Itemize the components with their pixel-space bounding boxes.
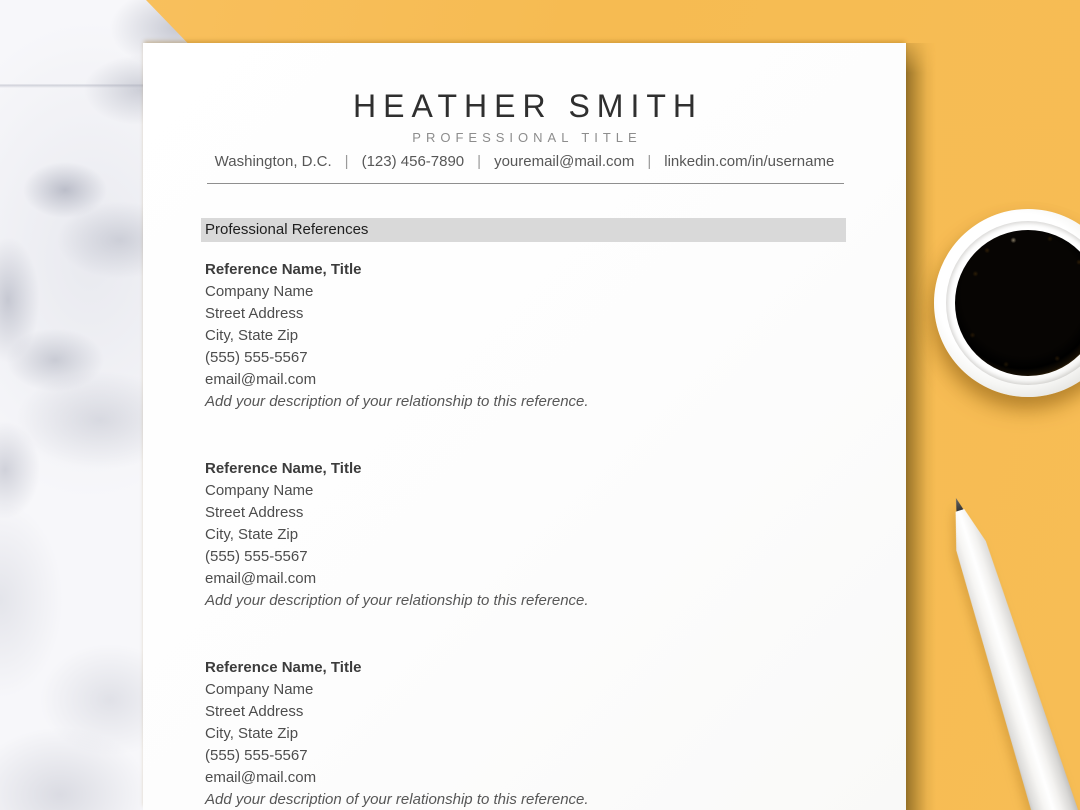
contact-phone: (123) 456-7890 [361, 153, 465, 170]
reference-email: email@mail.com [205, 570, 317, 587]
reference-description: Add your description of your relationship to this reference. [205, 592, 589, 609]
reference-name: Reference Name, Title [205, 460, 362, 477]
reference-city-state-zip: City, State Zip [205, 327, 299, 344]
reference-phone: (555) 555-5567 [205, 747, 308, 764]
reference-phone: (555) 555-5567 [205, 548, 308, 565]
resume-paper [143, 43, 906, 810]
reference-description: Add your description of your relationship to this reference. [205, 393, 589, 410]
contact-linkedin: linkedin.com/in/username [664, 153, 835, 170]
contact-divider-rule [207, 183, 844, 184]
reference-email: email@mail.com [205, 371, 317, 388]
reference-phone: (555) 555-5567 [205, 349, 308, 366]
reference-company: Company Name [205, 681, 314, 698]
reference-company: Company Name [205, 482, 314, 499]
contact-email: youremail@mail.com [494, 153, 635, 170]
reference-city-state-zip: City, State Zip [205, 526, 299, 543]
reference-email: email@mail.com [205, 769, 317, 786]
contact-separator: | [647, 153, 652, 170]
reference-company: Company Name [205, 283, 314, 300]
contact-location: Washington, D.C. [214, 153, 332, 170]
reference-block [205, 259, 865, 413]
paper-shadow [906, 43, 936, 810]
contact-separator: | [477, 153, 482, 170]
reference-street: Street Address [205, 504, 304, 521]
reference-description: Add your description of your relationship to this reference. [205, 791, 589, 808]
section-header-bar [201, 218, 846, 242]
reference-city-state-zip: City, State Zip [205, 725, 299, 742]
reference-street: Street Address [205, 703, 304, 720]
contact-line [143, 153, 906, 170]
contact-separator: | [344, 153, 349, 170]
resume-name: HEATHER SMITH [353, 88, 703, 124]
reference-block [205, 458, 865, 612]
section-header-label: Professional References [205, 221, 369, 238]
reference-name: Reference Name, Title [205, 261, 362, 278]
reference-block [205, 657, 865, 810]
reference-street: Street Address [205, 305, 304, 322]
reference-name: Reference Name, Title [205, 659, 362, 676]
resume-professional-title: PROFESSIONAL TITLE [412, 130, 642, 145]
